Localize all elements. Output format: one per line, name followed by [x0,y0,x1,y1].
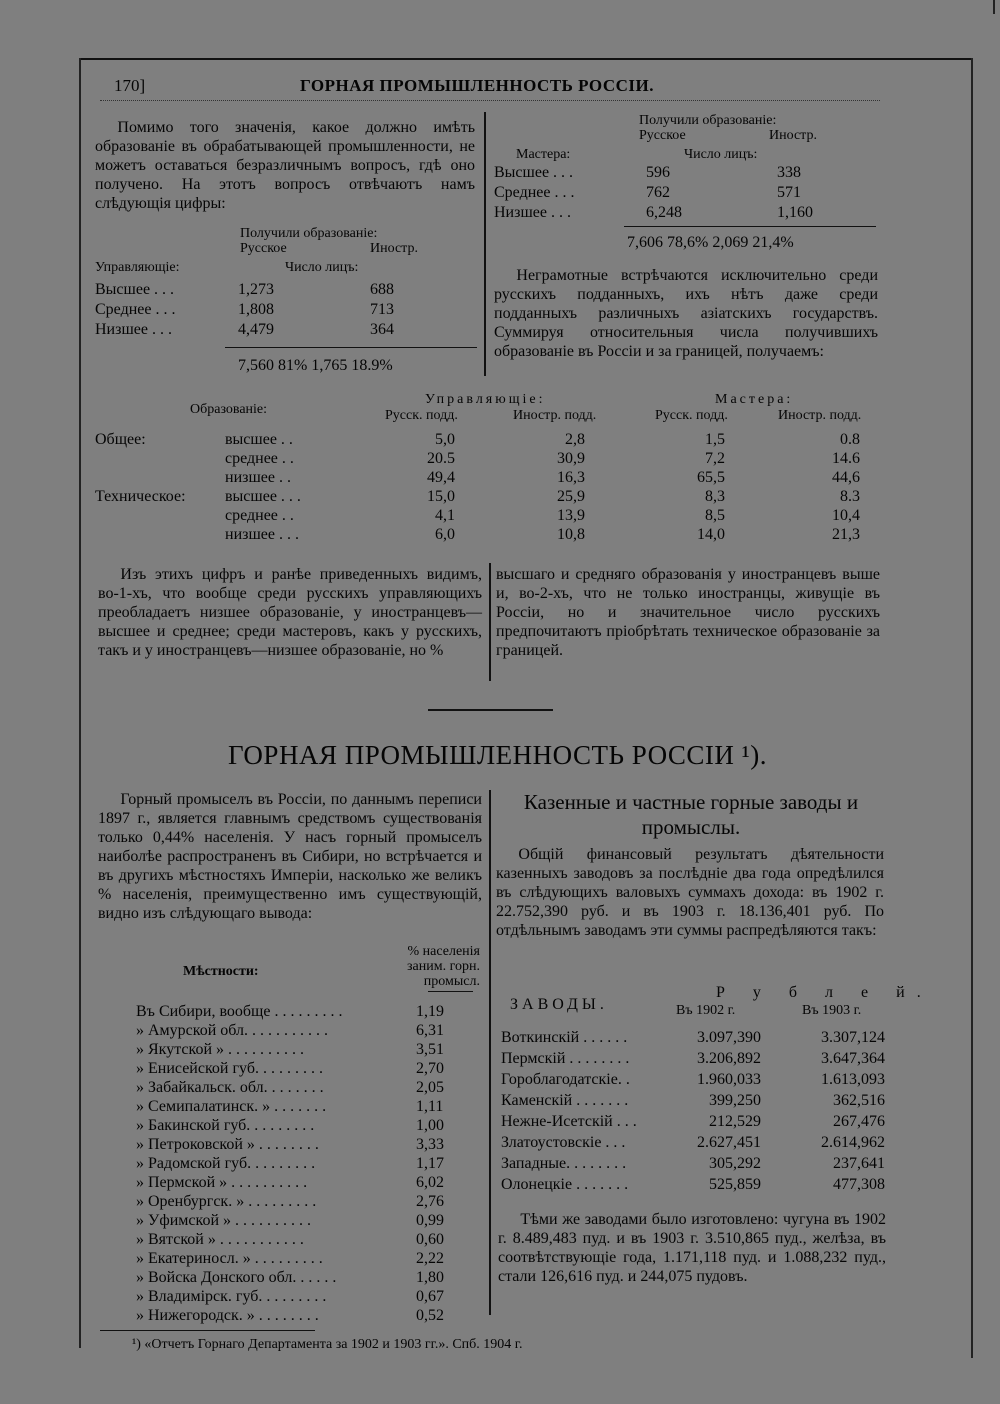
locality-name: » Уфимской » . . . . . . . . . . [136,1212,312,1229]
column-foreign: Иностр. [370,241,418,256]
value-1903: 237,641 [833,1155,885,1172]
factory-name: Нежне-Исетскій . . . [501,1113,637,1130]
row-label: Высшее . . . [494,164,574,181]
row-label: Среднее . . . [494,184,575,201]
localities-table [98,944,483,1324]
intro-left-paragraph: Помимо того значенія, какое должно имѣть образованіе въ обрабатывающей промышленности, не можетъ оставаться безразличнымъ вопросъ, гдѣ оно получено. На этотъ вопросъ отвѣчаютъ намъ слѣдующія цифры: [95,119,475,212]
value-1902: 212,529 [709,1113,761,1130]
group-managers: Управляющіе: [425,392,546,407]
value-1902: 2.627,451 [697,1134,761,1151]
row-label: Высшее . . . [95,281,175,298]
locality-name: » Бакинской губ. . . . . . . . . [136,1117,315,1134]
level-label: высшее . . [225,431,293,448]
subheader-foreign: Иностр. подд. [513,408,597,423]
value-russian: 1,808 [238,301,274,318]
section-title: ГОРНАЯ ПРОМЫШЛЕННОСТЬ РОССІИ ¹). [228,740,767,770]
factory-name: Воткинскій . . . . . . [501,1029,628,1046]
factories-table [498,983,933,1203]
section-left-paragraph: Горный промыселъ въ Россіи, по даннымъ переписи 1897 г., является главнымъ средствомъ существованія только 0,44% населенія. У насъ горный промыселъ наиболѣе распространенъ въ Сибири, но встрѣчается и въ другихъ мѣстностяхъ Имперіи, насколько же великъ % населенія, преимущественно имъ существующій, видно изъ слѣдующаго вывода: [98,791,482,922]
locality-name: » Войска Донского обл. . . . . . [136,1269,337,1286]
intro-right-paragraph: Неграмотные встрѣчаются исключительно среди русскихъ подданныхъ, ихъ нѣтъ даже среди подданныхъ различныхъ азіатскихъ государствъ. Суммируя относительныя числа получившихъ образованіе въ Россіи и за границей, получаемъ: [494,267,878,360]
locality-name: » Владимірск. губ. . . . . . . . . [136,1288,327,1305]
value-cell: 1,5 [705,431,725,448]
locality-percent: 1,19 [416,1003,444,1020]
total-rule [624,226,876,227]
header-rule [428,991,473,992]
group-masters: Мастера: [715,392,794,407]
value-cell: 14,0 [697,526,725,543]
conclusion-right: высшаго и средняго образованія у иностранцевъ выше и, во-2-хъ, что не только иностранцы, живущіе въ Россіи, но и значительное число русскихъ предпочитаютъ пріобрѣтать техническое образованіе за границей. [496,566,880,659]
value-cell: 8,5 [705,507,725,524]
value-1902: 1.960,033 [697,1071,761,1088]
level-label: среднее . . [225,507,294,524]
value-foreign: 338 [777,164,801,181]
masters-table [494,113,894,263]
section-right-paragraph: Общій финансовый результатъ дѣятельности казенныхъ заводовъ за послѣдніе два года опредѣлился въ слѣдующихъ валовыхъ суммахъ дохода: въ 1902 г. 22.752,390 руб. и въ 1903 г. 18.136,401 руб. По отдѣльнымъ заводамъ эти суммы распредѣляются такъ: [496,846,884,939]
value-1903: 362,516 [833,1092,885,1109]
value-cell: 30,9 [557,450,585,467]
row-group-label: Мастера: [516,147,571,162]
corner-mark [993,0,995,14]
rubles-header: Р у б л е й. [716,984,933,1001]
value-cell: 0.8 [840,431,860,448]
value-1902: 305,292 [709,1155,761,1172]
locality-name: » Амурской обл. . . . . . . . . . . [136,1022,329,1039]
page-number: 170] [114,76,146,95]
locality-percent: 1,17 [416,1155,444,1172]
value-cell: 10,4 [832,507,860,524]
subheader-foreign: Иностр. подд. [778,408,862,423]
value-cell: 5,0 [435,431,455,448]
locality-percent: 0,67 [416,1288,444,1305]
value-cell: 15,0 [427,488,455,505]
value-cell: 21,3 [832,526,860,543]
factories-header: ЗАВОДЫ. [510,996,608,1013]
value-foreign: 1,160 [777,204,813,221]
locality-name: » Енисейской губ. . . . . . . . . [136,1060,323,1077]
unit-label: Число лицъ: [684,147,758,162]
localities-header: Мѣстности: [183,964,259,979]
factory-name: Каменскій . . . . . . . [501,1092,629,1109]
value-cell: 7,2 [705,450,725,467]
locality-percent: 6,31 [416,1022,444,1039]
running-title: ГОРНАЯ ПРОМЫШЛЕННОСТЬ РОССІИ. [300,76,655,95]
locality-name: » Семипалатинск. » . . . . . . . [136,1098,327,1115]
locality-percent: 0,99 [416,1212,444,1229]
locality-name: » Радомской губ. . . . . . . . . [136,1155,316,1172]
locality-name: » Екатериносл. » . . . . . . . . . [136,1250,323,1267]
value-russian: 6,248 [646,204,682,221]
value-1902: 3.206,892 [697,1050,761,1067]
locality-percent: 1,11 [416,1098,444,1115]
value-foreign: 571 [777,184,801,201]
total-row: 7,606 78,6% 2,069 21,4% [627,234,794,251]
locality-percent: 2,76 [416,1193,444,1210]
factory-name: Западные. . . . . . . . [501,1155,627,1172]
percent-header: % населенія заним. горн. промысл. [407,944,480,989]
value-cell: 13,9 [557,507,585,524]
column-divider [489,563,491,681]
conclusion-left: Изъ этихъ цифръ и ранѣе приведенныхъ видимъ, во-1-хъ, что вообще среди русскихъ управляющихъ преобладаетъ низшее образованіе, у иностранцевъ—высшее и среднее; среди мастеровъ, какъ у русскихъ, такъ и у иностранцевъ—низшее образованіе, но % [98,566,482,659]
right-border-line [971,58,973,1358]
value-russian: 596 [646,164,670,181]
footnote-rule [100,1330,315,1331]
total-rule [225,347,477,348]
locality-percent: 3,51 [416,1041,444,1058]
table-header: Получили образованіе: [240,226,378,241]
value-foreign: 688 [370,281,394,298]
column-russian: Русское [240,241,287,256]
value-1902: 399,250 [709,1092,761,1109]
value-foreign: 364 [370,321,394,338]
locality-percent: 0,60 [416,1231,444,1248]
footnote: ¹) «Отчетъ Горнаго Департамента за 1902 и 1903 гг.». Спб. 1904 г. [132,1337,523,1352]
value-cell: 10,8 [557,526,585,543]
value-1902: 3.097,390 [697,1029,761,1046]
managers-table [95,226,480,386]
value-russian: 1,273 [238,281,274,298]
locality-name: » Якутской » . . . . . . . . . . [136,1041,305,1058]
column-russian: Русское [639,128,686,143]
value-1903: 2.614,962 [821,1134,885,1151]
locality-percent: 3,33 [416,1136,444,1153]
section-separator [428,709,553,711]
factory-name: Олонецкіе . . . . . . . [501,1176,629,1193]
value-russian: 762 [646,184,670,201]
locality-percent: 2,70 [416,1060,444,1077]
locality-percent: 2,05 [416,1079,444,1096]
value-russian: 4,479 [238,321,274,338]
locality-name: » Оренбургск. » . . . . . . . . . [136,1193,317,1210]
value-cell: 44,6 [832,469,860,486]
value-cell: 25,9 [557,488,585,505]
locality-percent: 6,02 [416,1174,444,1191]
top-border-line [80,58,972,60]
locality-percent: 1,00 [416,1117,444,1134]
factory-name: Гороблагодатскіе. . [501,1071,630,1088]
row-label: Низшее . . . [494,204,571,221]
locality-name: » Пермской » . . . . . . . . . . [136,1174,308,1191]
value-1903: 3.647,364 [821,1050,885,1067]
education-label: Образованіе: [190,402,268,417]
section-right-tail: Тѣми же заводами было изготовлено: чугуна въ 1902 г. 8.489,483 пуд. и въ 1903 г. 3.510,865 пуд., желѣза, въ соотвѣтствующіе года, 1.171,118 пуд. и 1.088,232 пуд., стали 126,616 пуд. и 244,075 пудовъ. [498,1211,886,1285]
level-label: низшее . . . [225,526,299,543]
value-cell: 8,3 [705,488,725,505]
percentage-table [95,390,885,550]
locality-name: » Забайкальск. обл. . . . . . . . [136,1079,324,1096]
locality-name: » Петроковской » . . . . . . . . [136,1136,319,1153]
column-divider [489,790,491,1315]
locality-name: » Вятской » . . . . . . . . . . . [136,1231,304,1248]
factory-name: Златоустовскіе . . . [501,1134,626,1151]
value-cell: 14.6 [832,450,860,467]
value-cell: 8.3 [840,488,860,505]
row-group-label: Управляющіе: [95,260,180,275]
right-heading: Казенные и частные горные заводы и промыслы. [523,790,859,839]
subheader-russian: Русск. подд. [655,408,728,423]
value-cell: 6,0 [435,526,455,543]
unit-label: Число лицъ: [285,260,359,275]
total-row: 7,560 81% 1,765 18.9% [238,357,393,374]
value-1903: 1.613,093 [821,1071,885,1088]
value-cell: 16,3 [557,469,585,486]
row-label: Среднее . . . [95,301,176,318]
header-rule [100,100,880,101]
value-cell: 2,8 [565,431,585,448]
value-cell: 4,1 [435,507,455,524]
level-label: низшее . . [225,469,291,486]
value-foreign: 713 [370,301,394,318]
locality-percent: 2,22 [416,1250,444,1267]
locality-percent: 1,80 [416,1269,444,1286]
level-label: среднее . . [225,450,294,467]
value-cell: 49,4 [427,469,455,486]
value-1903: 477,308 [833,1176,885,1193]
locality-name: Въ Сибири, вообще . . . . . . . . . [136,1003,343,1020]
value-1903: 267,476 [833,1113,885,1130]
value-cell: 65,5 [697,469,725,486]
left-border-line [79,58,81,1348]
year-1903-header: Въ 1903 г. [802,1003,862,1018]
row-label: Низшее . . . [95,321,172,338]
column-divider [484,112,486,376]
locality-name: » Нижегородск. » . . . . . . . . [136,1307,319,1324]
category-label: Техническое: [95,488,186,505]
subheader-russian: Русск. подд. [385,408,458,423]
column-foreign: Иностр. [769,128,817,143]
factory-name: Пермскій . . . . . . . . [501,1050,630,1067]
value-1903: 3.307,124 [821,1029,885,1046]
value-1902: 525,859 [709,1176,761,1193]
locality-percent: 0,52 [416,1307,444,1324]
year-1902-header: Въ 1902 г. [676,1003,736,1018]
table-header: Получили образованіе: [639,113,777,128]
level-label: высшее . . . [225,488,301,505]
value-cell: 20.5 [427,450,455,467]
category-label: Общее: [95,431,146,448]
